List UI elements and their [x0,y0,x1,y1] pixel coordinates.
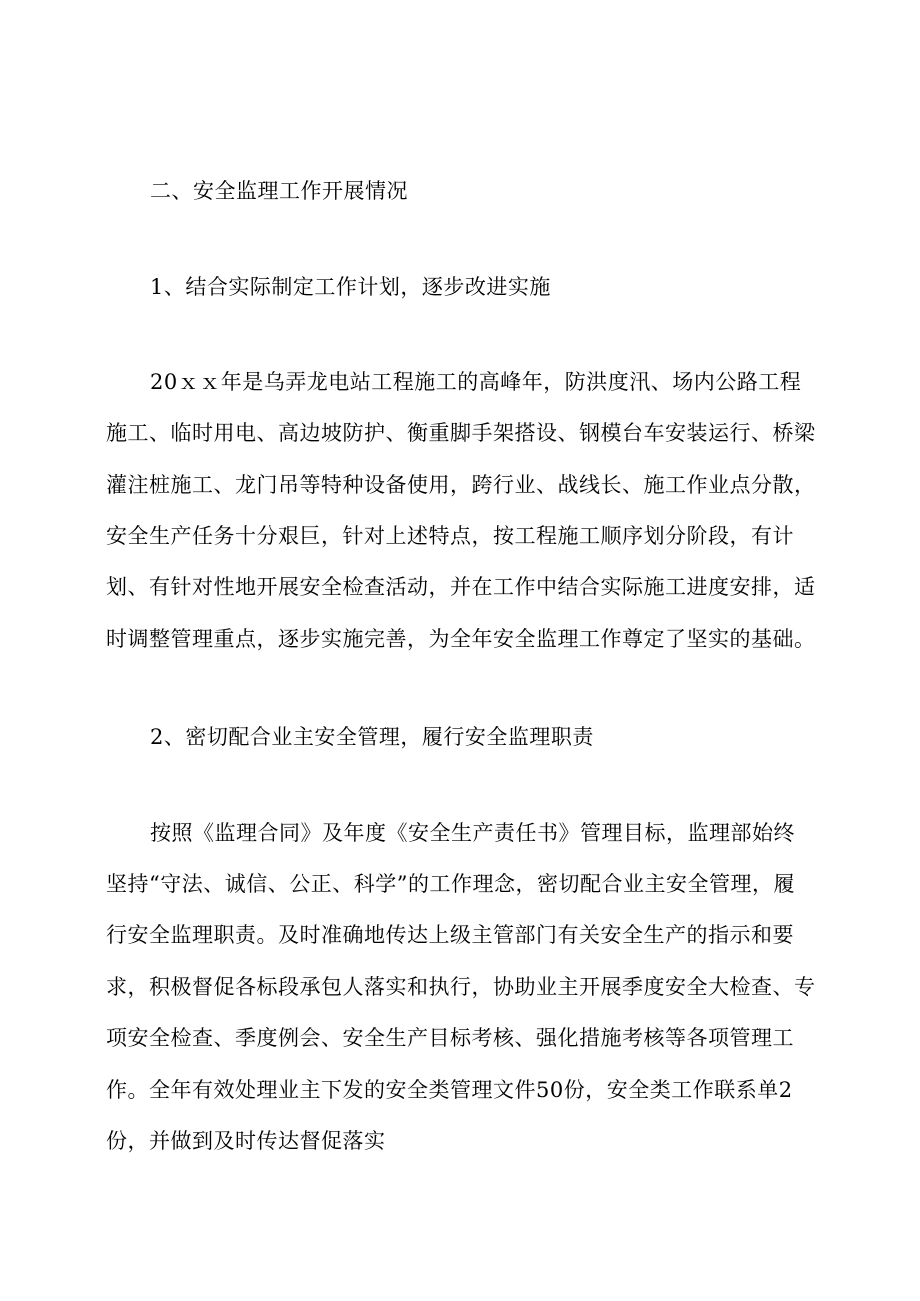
subsection-1-heading-text: 1、结合实际制定工作计划，逐步改进实施 [150,275,551,300]
paragraph-line: 灌注桩施工、龙门吊等特种设备使用，跨行业、战线长、施工作业点分散， [106,472,816,497]
section-heading-text: 二、安全监理工作开展情况 [150,179,408,203]
paragraph-line: 坚持“守法、诚信、公正、科学”的工作理念，密切配合业主安全管理，履 [106,872,795,897]
subsection-1-heading [106,262,812,313]
paragraph-line: 求，积极督促各标段承包人落实和执行，协助业主开展季度安全大检查、专 [106,974,816,999]
subsection-2-paragraph [106,808,816,1168]
paragraph-line: 划、有针对性地开展安全检查活动，并在工作中结合实际施工进度安排，适 [106,575,816,600]
subsection-1-paragraph [106,357,816,665]
paragraph-line: 按照《监理合同》及年度《安全生产责任书》管理目标，监理部始终 [150,820,795,845]
paragraph-line: 施工、临时用电、高边坡防护、衡重脚手架搭设、钢模台车安装运行、桥梁 [106,421,816,446]
paragraph-line: 作。全年有效处理业主下发的安全类管理文件50份，安全类工作联系单2 [106,1077,793,1102]
subsection-2-heading [106,712,812,763]
subsection-2-heading-text: 2、密切配合业主安全管理，履行安全监理职责 [150,725,594,750]
paragraph-line: 项安全检查、季度例会、安全生产目标考核、强化措施考核等各项管理工 [106,1026,794,1051]
paragraph-line: 安全生产任务十分艰巨，针对上述特点，按工程施工顺序划分阶段，有计 [106,524,794,549]
paragraph-line: 行安全监理职责。及时准确地传达上级主管部门有关安全生产的指示和要 [106,923,794,948]
paragraph-line: 份，并做到及时传达督促落实 [106,1129,386,1154]
document-body [106,166,816,1168]
paragraph-line: 时调整管理重点，逐步实施完善，为全年安全监理工作尊定了坚实的基础。 [106,626,816,651]
paragraph-line: 20ｘｘ年是乌弄龙电站工程施工的高峰年，防洪度汛、场内公路工程 [150,369,802,394]
section-heading [106,166,812,217]
